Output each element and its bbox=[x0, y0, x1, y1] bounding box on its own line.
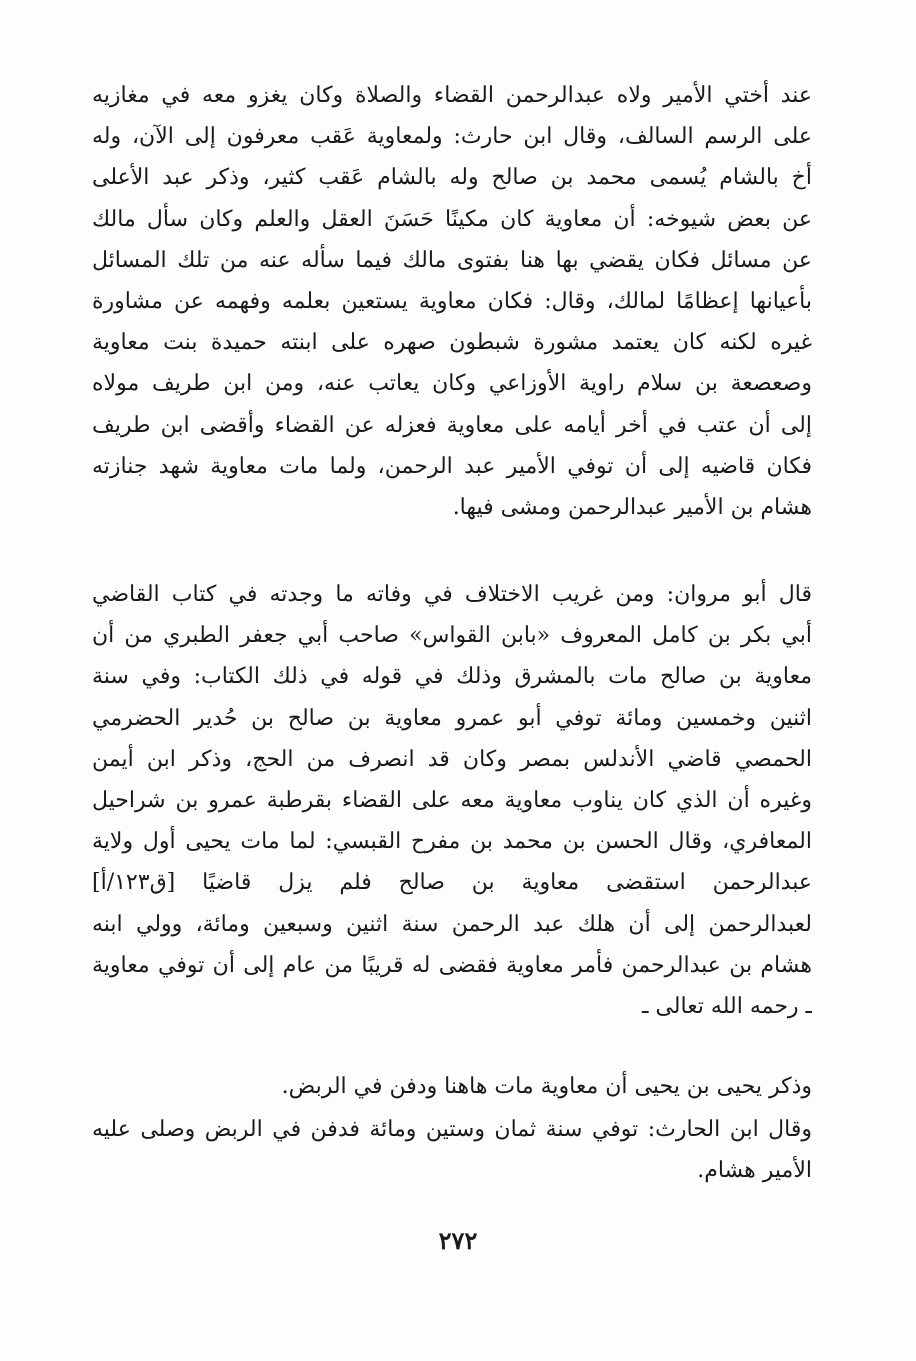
text-line: بأعيانها إعظامًا لمالك، وقال: فكان معاوية يستعين بعلمه وفهمه عن مشاورة bbox=[92, 288, 812, 314]
text-line: هشام بن عبدالرحمن فأمر معاوية فقضى له قريبًا من عام إلى أن توفي معاوية bbox=[92, 952, 812, 978]
text-line: وذكر يحيى بن يحيى أن معاوية مات هاهنا ودفن في الربض. bbox=[281, 1074, 812, 1099]
text-line: عن مسائل فكان يقضي بها هنا بفتوى مالك فيما سأله عنه من تلك المسائل bbox=[92, 247, 812, 273]
paragraph-1 bbox=[92, 75, 812, 528]
text-line: عن بعض شيوخه: أن معاوية كان مكينًا حَسَنَ العقل والعلم وكان سأل مالك bbox=[92, 206, 812, 232]
text-line: إلى أن عتب في أخر أيامه على معاوية فعزله عن القضاء وأقضى ابن طريف bbox=[92, 412, 812, 438]
text-line: ـ رحمه الله تعالى ـ bbox=[642, 993, 812, 1019]
paragraph-4 bbox=[92, 1109, 812, 1191]
text-line: هشام بن الأمير عبدالرحمن ومشى فيها. bbox=[452, 494, 812, 520]
text-line: وقال ابن الحارث: توفي سنة ثمان وستين ومائة فدفن في الربض وصلى عليه bbox=[92, 1117, 812, 1142]
text-line: وغيره أن الذي كان يناوب معاوية معه على القضاء بقرطبة عمرو بن شراحيل bbox=[92, 787, 812, 813]
text-line: الحمصي قاضي الأندلس بمصر وكان قد انصرف من الحج، وذكر ابن أيمن bbox=[92, 746, 812, 772]
paragraph-3 bbox=[92, 1066, 812, 1107]
text-line: قال أبو مروان: ومن غريب الاختلاف في وفاته ما وجدته في كتاب القاضي bbox=[92, 582, 812, 607]
text-line: معاوية بن صالح مات بالمشرق وذلك في قوله في ذلك الكتاب: وفي سنة bbox=[92, 664, 812, 690]
text-line: أخ بالشام يُسمى محمد بن صالح وله بالشام عَقب كثير، وذكر عبد الأعلى bbox=[92, 165, 812, 191]
text-line: عند أختي الأمير ولاه عبدالرحمن القضاء والصلاة وكان يغزو معه في مغازيه bbox=[92, 83, 812, 108]
text-line: لعبدالرحمن إلى أن هلك عبد الرحمن سنة اثنين وسبعين ومائة، وولي ابنه bbox=[92, 911, 812, 937]
text-line: اثنين وخمسين ومائة توفي أبو عمرو معاوية بن صالح بن حُدير الحضرمي bbox=[92, 705, 812, 731]
paragraph-2 bbox=[92, 574, 812, 1027]
text-line: الأمير هشام. bbox=[697, 1158, 812, 1184]
text-line: المعافري، وقال الحسن بن محمد بن مفرح القبسي: لما مات يحيى أول ولاية bbox=[92, 829, 812, 855]
text-line: أبي بكر بن كامل المعروف «بابن القواس» صاحب أبي جعفر الطبري من أن bbox=[92, 623, 812, 649]
text-line: على الرسم السالف، وقال ابن حارث: ولمعاوية عَقب معرفون إلى الآن، وله bbox=[92, 124, 812, 150]
page-number: ٢٧٢ bbox=[438, 1226, 478, 1255]
text-line: فكان قاضيه إلى أن توفي الأمير عبد الرحمن، ولما مات معاوية شهد جنازته bbox=[92, 453, 812, 479]
text-line: وصعصعة بن سلام راوية الأوزاعي وكان يعاتب عنه، ومن ابن طريف مولاه bbox=[92, 371, 812, 397]
text-line: غيره لكنه كان يعتمد مشورة شبطون صهره على ابنته حميدة بنت معاوية bbox=[92, 330, 812, 356]
text-line: عبدالرحمن استقضى معاوية بن صالح فلم يزل قاضيًا [ق١٢٣/أ] bbox=[92, 870, 812, 896]
